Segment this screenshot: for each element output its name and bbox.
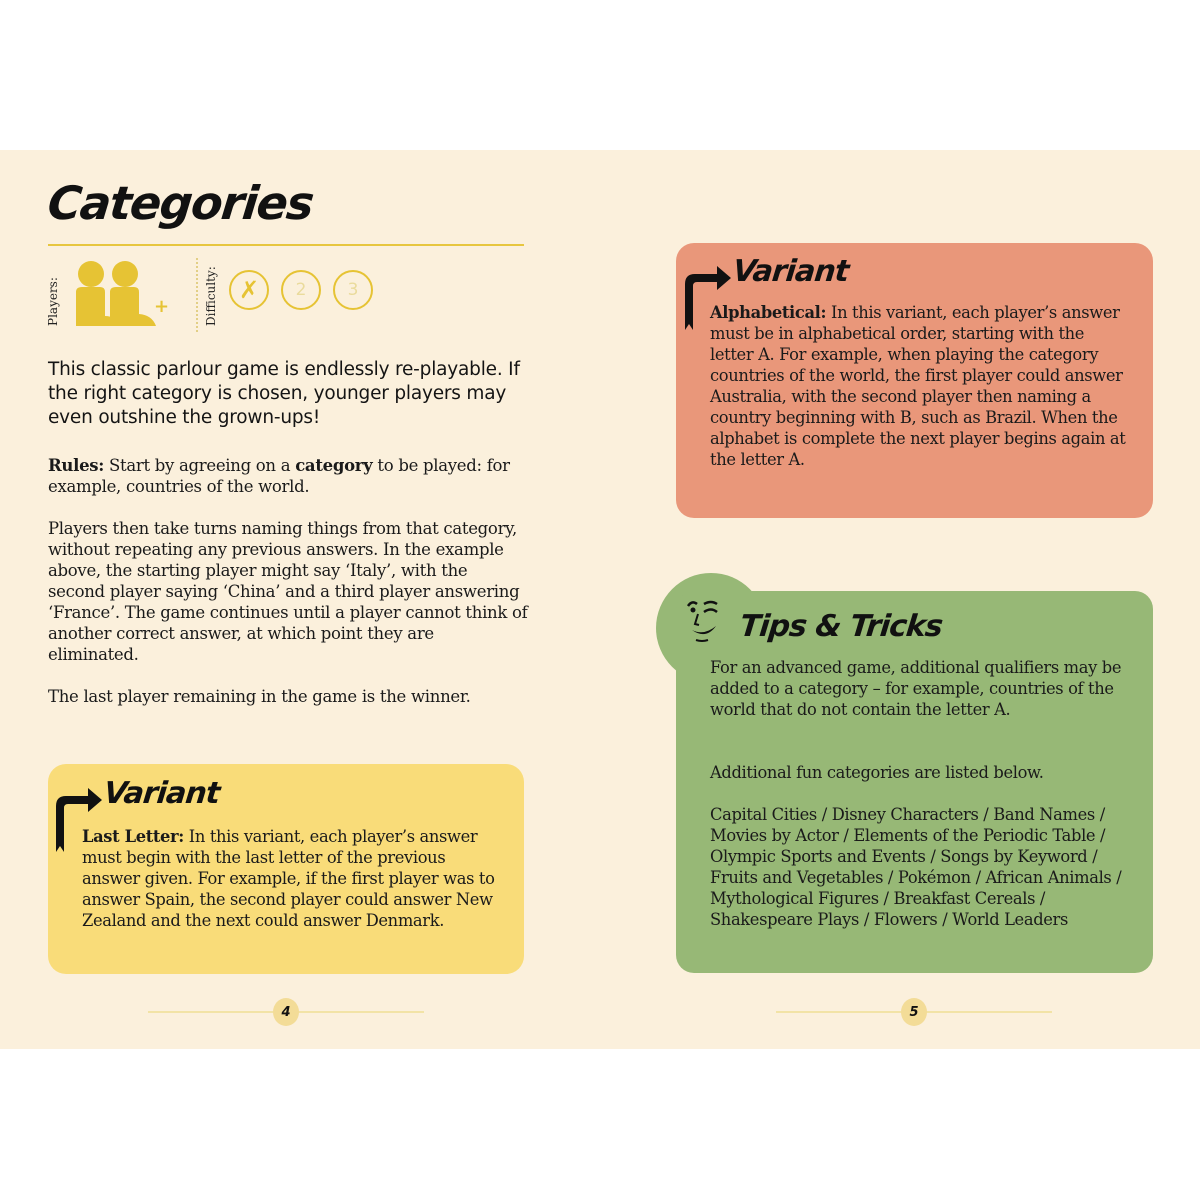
difficulty-label: Difficulty: — [204, 266, 218, 326]
rules-bold-word: category — [295, 456, 373, 475]
winner-paragraph: The last player remaining in the game is the winner. — [48, 687, 471, 706]
players-label: Players: — [46, 277, 60, 326]
body-paragraph: Players then take turns naming things from that category, without repeating any previous answers. In the example above, the starting player might say ‘Italy’, with the second player saying ‘China’ and a third player answering ‘France’. The game continues until a player cannot think of another correct answer, at which point they are eliminated. — [48, 519, 528, 664]
page-title: Categories — [45, 176, 316, 230]
tips-paragraph: For an advanced game, additional qualifiers may be added to a category – for example, countries of the world that do not contain the letter A. — [710, 658, 1122, 719]
winking-face-icon — [684, 598, 724, 644]
difficulty-number: 2 — [295, 280, 307, 300]
rules-text: to be played: for example, countries of the world. — [48, 456, 510, 496]
variant-label: Alphabetical: — [710, 303, 827, 322]
variant-heading: Variant — [102, 776, 221, 811]
variant-text — [82, 826, 502, 931]
footer-rule-right — [926, 1011, 1052, 1013]
page-number: 5 — [901, 998, 927, 1026]
title-divider — [48, 244, 524, 246]
footer-rule-right — [298, 1011, 424, 1013]
difficulty-level-2 — [281, 270, 321, 310]
difficulty-level-1-selected — [229, 270, 269, 310]
difficulty-level-3 — [333, 270, 373, 310]
tips-heading: Tips & Tricks — [738, 609, 944, 644]
footer-rule-left — [148, 1011, 274, 1013]
tips-paragraph: Additional fun categories are listed below. — [710, 763, 1044, 782]
variant-description: In this variant, each player’s answer must begin with the last letter of the previous answer given. For example, if the first player was to answer Spain, the second player could answer New Zealand and the next could answer Denmark. — [82, 827, 495, 930]
variant-text — [710, 302, 1130, 470]
variant-heading: Variant — [731, 254, 850, 289]
difficulty-number: 3 — [347, 280, 359, 300]
svg-text:+: + — [154, 296, 170, 317]
page-number: 4 — [273, 998, 299, 1026]
intro-paragraph: This classic parlour game is endlessly re-playable. If the right category is chosen, younger players may even outshine the grown-ups! — [48, 359, 520, 428]
cross-mark-icon: ✗ — [238, 276, 260, 304]
two-people-plus-icon — [74, 258, 174, 328]
variant-label: Last Letter: — [82, 827, 184, 846]
footer-rule-left — [776, 1011, 902, 1013]
rules-label: Rules: — [48, 456, 105, 475]
categories-list: Capital Cities / Disney Characters / Band Names / Movies by Actor / Elements of the Periodic Table / Olympic Sports and Events / Songs by Keyword / Fruits and Vegetables / Pokémon / African Animals / Mythological Figures / Breakfast Cereals / Shakespeare Plays / Flowers / World Leaders — [710, 805, 1122, 929]
meta-divider — [196, 258, 198, 332]
rules-text: Start by agreeing on a — [104, 456, 296, 475]
variant-description: In this variant, each player’s answer must be in alphabetical order, starting with the letter A. For example, when playing the category countries of the world, the first player could answer Australia, with the second player then naming a country beginning with B, such as Brazil. When the alphabet is complete the next player begins again at the letter A. — [710, 303, 1126, 469]
rules-paragraph — [48, 455, 538, 497]
